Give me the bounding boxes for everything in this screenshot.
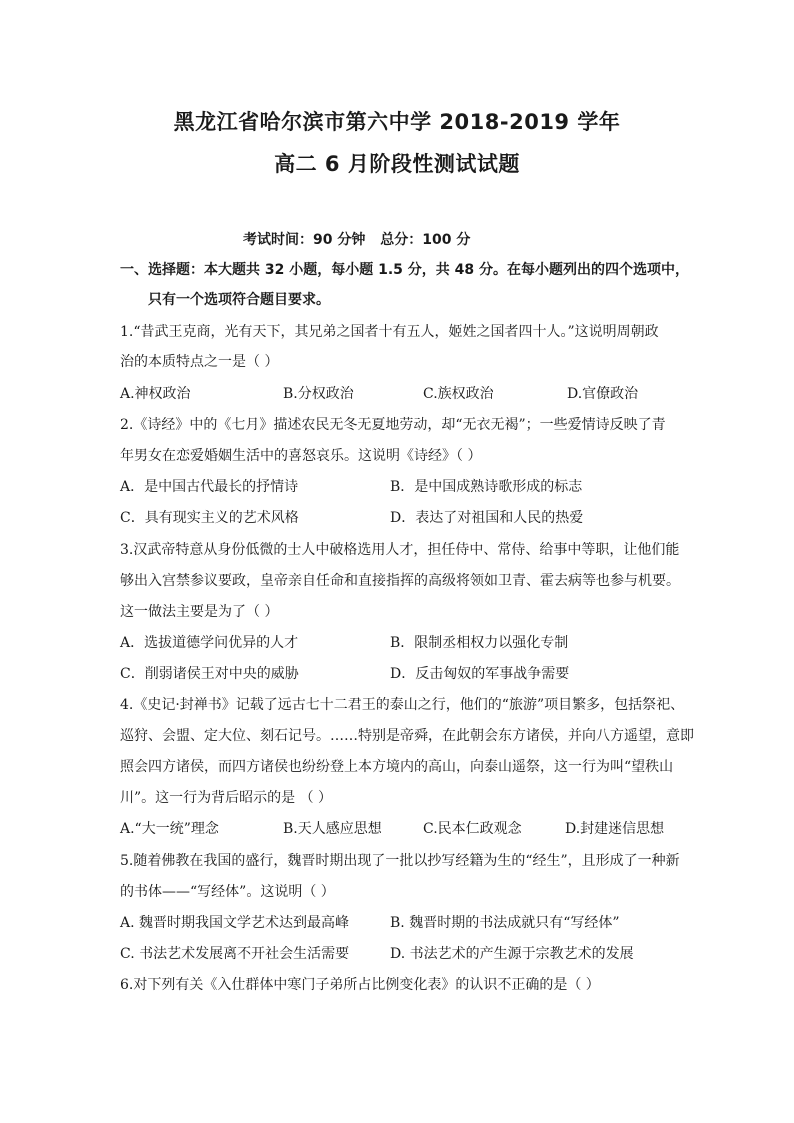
- exam-total-score: 总分：100 分: [380, 232, 471, 248]
- question-4-stem: 4.《史记·封禅书》记载了远古七十二君王的泰山之行，他们的“旅游”项目繁多，包括祭祀、: [120, 697, 685, 713]
- section-heading: 一、选择题：本大题共 32 小题，每小题 1.5 分，共 48 分。在每小题列出的四个选项中，: [120, 262, 690, 278]
- question-1-option-a: A.神权政治: [120, 386, 191, 402]
- exam-info: [243, 229, 480, 249]
- question-5-stem: 的书体——“写经体”。这说明（ ）: [120, 884, 335, 900]
- question-3-option-a: A．选拔道德学问优异的人才: [120, 635, 299, 651]
- question-6-stem: 6.对下列有关《入仕群体中寒门子弟所占比例变化表》的认识不正确的是（ ）: [120, 977, 600, 993]
- question-1-option-c: C.族权政治: [423, 386, 494, 402]
- question-2-option-a: A．是中国古代最长的抒情诗: [120, 479, 299, 495]
- question-4-stem: 巡狩、会盟、定大位、刻石记号。……特别是帝舜，在此朝会东方诸侯，并向八方遥望，意即: [120, 728, 694, 744]
- question-1-stem: 治的本质特点之一是（ ）: [120, 354, 279, 370]
- exam-title-line1: 黑龙江省哈尔滨市第六中学 2018-2019 学年: [173, 110, 621, 134]
- question-3-stem: 够出入宫禁参议要政，皇帝亲自任命和直接指挥的高级将领如卫青、霍去病等也参与机要。: [120, 573, 680, 589]
- question-3-stem: 这一做法主要是为了（ ）: [120, 604, 279, 620]
- section-heading-cont: 只有一个选项符合题目要求。: [148, 292, 330, 308]
- question-5-option-c: C. 书法艺术发展离不开社会生活需要: [120, 946, 350, 962]
- question-3-option-b: B．限制丞相权力以强化专制: [390, 635, 569, 651]
- question-4-stem: 川”。这一行为背后昭示的是 （ ）: [120, 790, 333, 806]
- question-1-stem: 1.“昔武王克商，光有天下，其兄弟之国者十有五人，姬姓之国者四十人。”这说明周朝政: [120, 324, 659, 340]
- question-1-option-d: D.官僚政治: [567, 386, 639, 402]
- question-3-stem: 3.汉武帝特意从身份低微的士人中破格选用人才，担任侍中、常侍、给事中等职，让他们能: [120, 542, 680, 558]
- question-4-option-d: D.封建迷信思想: [565, 821, 665, 837]
- question-5-option-a: A. 魏晋时期我国文学艺术达到最高峰: [120, 915, 350, 931]
- question-5-option-d: D. 书法艺术的产生源于宗教艺术的发展: [390, 946, 634, 962]
- exam-time: 考试时间：90 分钟: [243, 232, 366, 248]
- question-5-stem: 5.随着佛教在我国的盛行，魏晋时期出现了一批以抄写经籍为生的“经生”，且形成了一种新: [120, 853, 680, 869]
- question-4-option-a: A.“大一统”理念: [120, 821, 219, 837]
- question-3-option-d: D．反击匈奴的军事战争需要: [390, 666, 570, 682]
- question-2-option-d: D．表达了对祖国和人民的热爱: [390, 510, 584, 526]
- question-4-stem: 照会四方诸侯，而四方诸侯也纷纷登上本方境内的高山，向泰山遥祭，这一行为叫“望秩山: [120, 759, 674, 775]
- exam-title-line2: 高二 6 月阶段性测试试题: [274, 152, 520, 176]
- question-2-stem: 2.《诗经》中的《七月》描述农民无冬无夏地劳动，却“无衣无褐”；一些爱情诗反映了青: [120, 417, 666, 433]
- question-2-stem: 年男女在恋爱婚姻生活中的喜怒哀乐。这说明《诗经》（ ）: [120, 448, 482, 464]
- question-2-option-b: B．是中国成熟诗歌形成的标志: [390, 479, 583, 495]
- question-4-option-b: B.天人感应思想: [283, 821, 382, 837]
- question-4-option-c: C.民本仁政观念: [423, 821, 522, 837]
- question-3-option-c: C．削弱诸侯王对中央的威胁: [120, 666, 299, 682]
- question-1-option-b: B.分权政治: [283, 386, 354, 402]
- question-2-option-c: C．具有现实主义的艺术风格: [120, 510, 299, 526]
- question-5-option-b: B. 魏晋时期的书法成就只有“写经体”: [390, 915, 620, 931]
